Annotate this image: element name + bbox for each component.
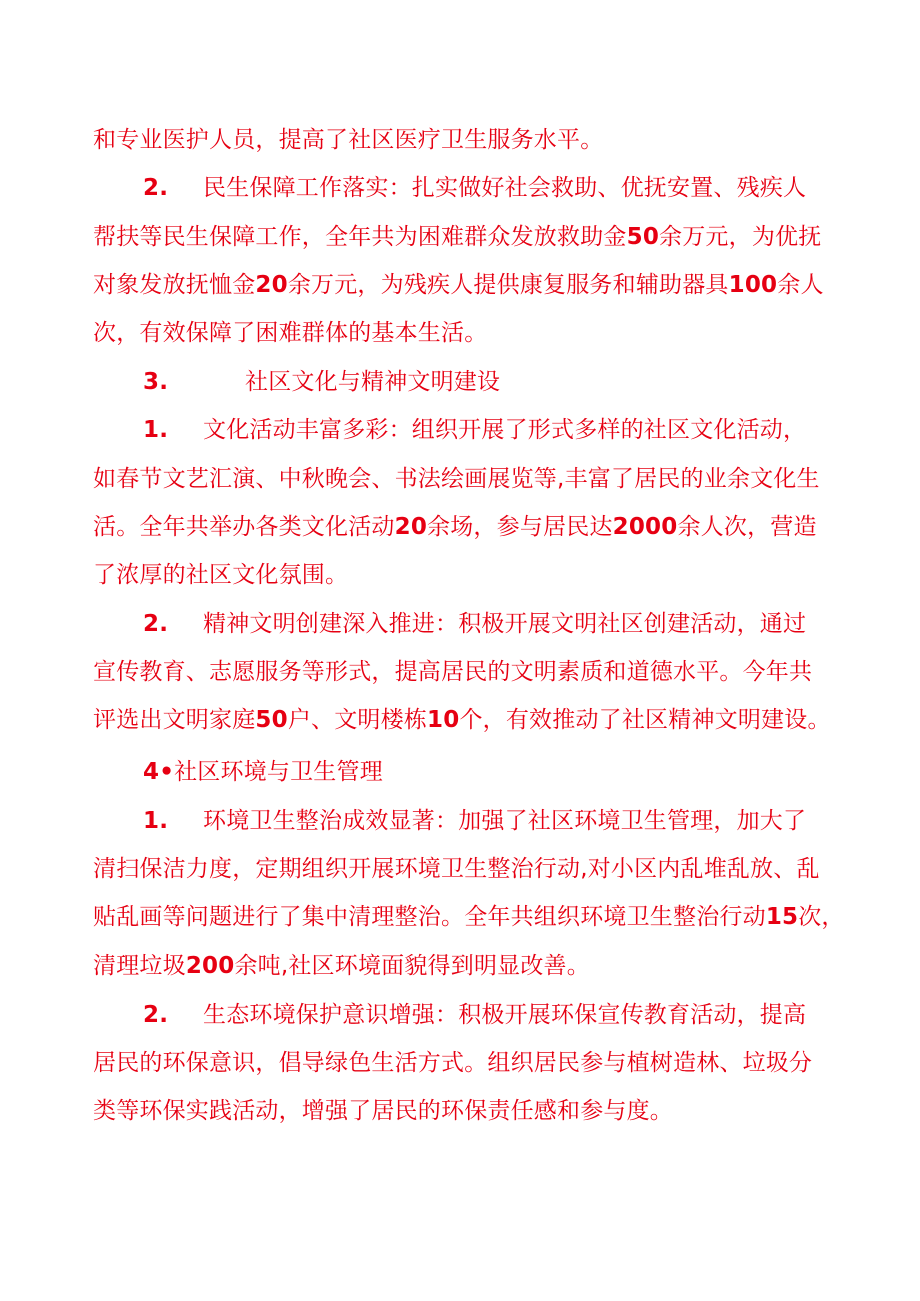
line-text: 帮扶等民生保障工作，全年共为困难群众发放救助金	[93, 224, 627, 250]
paragraph-line	[93, 217, 833, 257]
figure-value: 50	[626, 224, 660, 250]
figure-value: 50	[255, 707, 288, 733]
line-text: 了浓厚的社区文化氛围。	[93, 562, 349, 588]
line-text: 余万元，为残疾人提供康复服务和辅助器具	[287, 272, 729, 298]
figure-value: 20	[394, 514, 428, 540]
paragraph-line	[93, 946, 833, 986]
section-heading	[143, 362, 883, 402]
line-text: 类等环保实践活动，增强了居民的环保责任感和参与度。	[93, 1098, 673, 1124]
figure-value: 15	[765, 904, 799, 930]
section-number: 4•	[143, 759, 175, 785]
list-item-heading	[143, 410, 883, 450]
line-text: 和专业医护人员，提高了社区医疗卫生服务水平。	[93, 127, 604, 153]
figure-value: 200	[185, 953, 235, 979]
figure-value: 10	[427, 707, 460, 733]
paragraph-line	[93, 313, 833, 353]
line-text: 贴乱画等问题进行了集中清理整治。全年共组织环境卫生整治行动	[93, 904, 766, 930]
paragraph-line	[93, 507, 833, 547]
line-text: 清理垃圾	[93, 953, 186, 979]
line-text: 余万元，为优抚	[659, 224, 822, 250]
line-text: 如春节文艺汇演、中秋晚会、书法绘画展览等,丰富了居民的业余文化生	[93, 466, 820, 492]
line-text: 余场，参与居民达	[427, 514, 613, 540]
paragraph-line	[93, 265, 833, 305]
line-text: 评选出文明家庭	[93, 707, 256, 733]
line-text: 精神文明创建深入推进：积极开展文明社区创建活动，通过	[203, 611, 807, 637]
section-title: 社区文化与精神文明建设	[245, 369, 501, 395]
line-text: 户、文明楼栋	[287, 707, 428, 733]
paragraph-line	[93, 459, 833, 499]
list-item-heading	[143, 801, 883, 841]
line-text: 余人	[777, 272, 824, 298]
line-text: 环境卫生整治成效显著：加强了社区环境卫生管理，加大了	[203, 808, 807, 834]
line-text: 宣传教育、志愿服务等形式，提高居民的文明素质和道德水平。今年共	[93, 659, 813, 685]
section-number: 3.	[143, 369, 169, 395]
paragraph-line	[93, 555, 833, 595]
item-number: 1.	[143, 808, 169, 834]
line-text: 次，	[798, 904, 845, 930]
paragraph-line	[93, 897, 845, 937]
line-text: 个，有效推动了社区精神文明建设。	[459, 707, 831, 733]
line-text: 清扫保洁力度，定期组织开展环境卫生整治行动,对小区内乱堆乱放、乱	[93, 856, 820, 882]
section-heading	[143, 752, 883, 792]
line-text: 生态环境保护意识增强：积极开展环保宣传教育活动，提高	[203, 1002, 807, 1028]
paragraph-line	[93, 1043, 833, 1083]
paragraph-line	[93, 849, 833, 889]
line-text: 文化活动丰富多彩：组织开展了形式多样的社区文化活动，	[203, 417, 807, 443]
figure-value: 20	[255, 272, 288, 298]
section-title: 社区环境与卫生管理	[174, 759, 383, 785]
line-text: 活。全年共举办各类文化活动	[93, 514, 395, 540]
figure-value: 100	[728, 272, 778, 298]
list-item-heading	[143, 168, 883, 208]
paragraph-line	[93, 700, 833, 740]
figure-value: 2000	[612, 514, 678, 540]
paragraph-line	[93, 1091, 833, 1131]
paragraph-line	[93, 120, 833, 160]
list-item-heading	[143, 604, 883, 644]
line-text: 对象发放抚恤金	[93, 272, 256, 298]
item-number: 2.	[143, 175, 169, 201]
item-number: 2.	[143, 1002, 169, 1028]
line-text: 次，有效保障了困难群体的基本生活。	[93, 320, 488, 346]
paragraph-line	[93, 652, 833, 692]
line-text: 余吨,社区环境面貌得到明显改善。	[234, 953, 590, 979]
item-number: 1.	[143, 417, 169, 443]
line-text: 余人次，营造	[677, 514, 817, 540]
list-item-heading	[143, 995, 883, 1035]
line-text: 居民的环保意识，倡导绿色生活方式。组织居民参与植树造林、垃圾分	[93, 1050, 813, 1076]
line-text: 民生保障工作落实：扎实做好社会救助、优抚安置、残疾人	[203, 175, 807, 201]
item-number: 2.	[143, 611, 169, 637]
